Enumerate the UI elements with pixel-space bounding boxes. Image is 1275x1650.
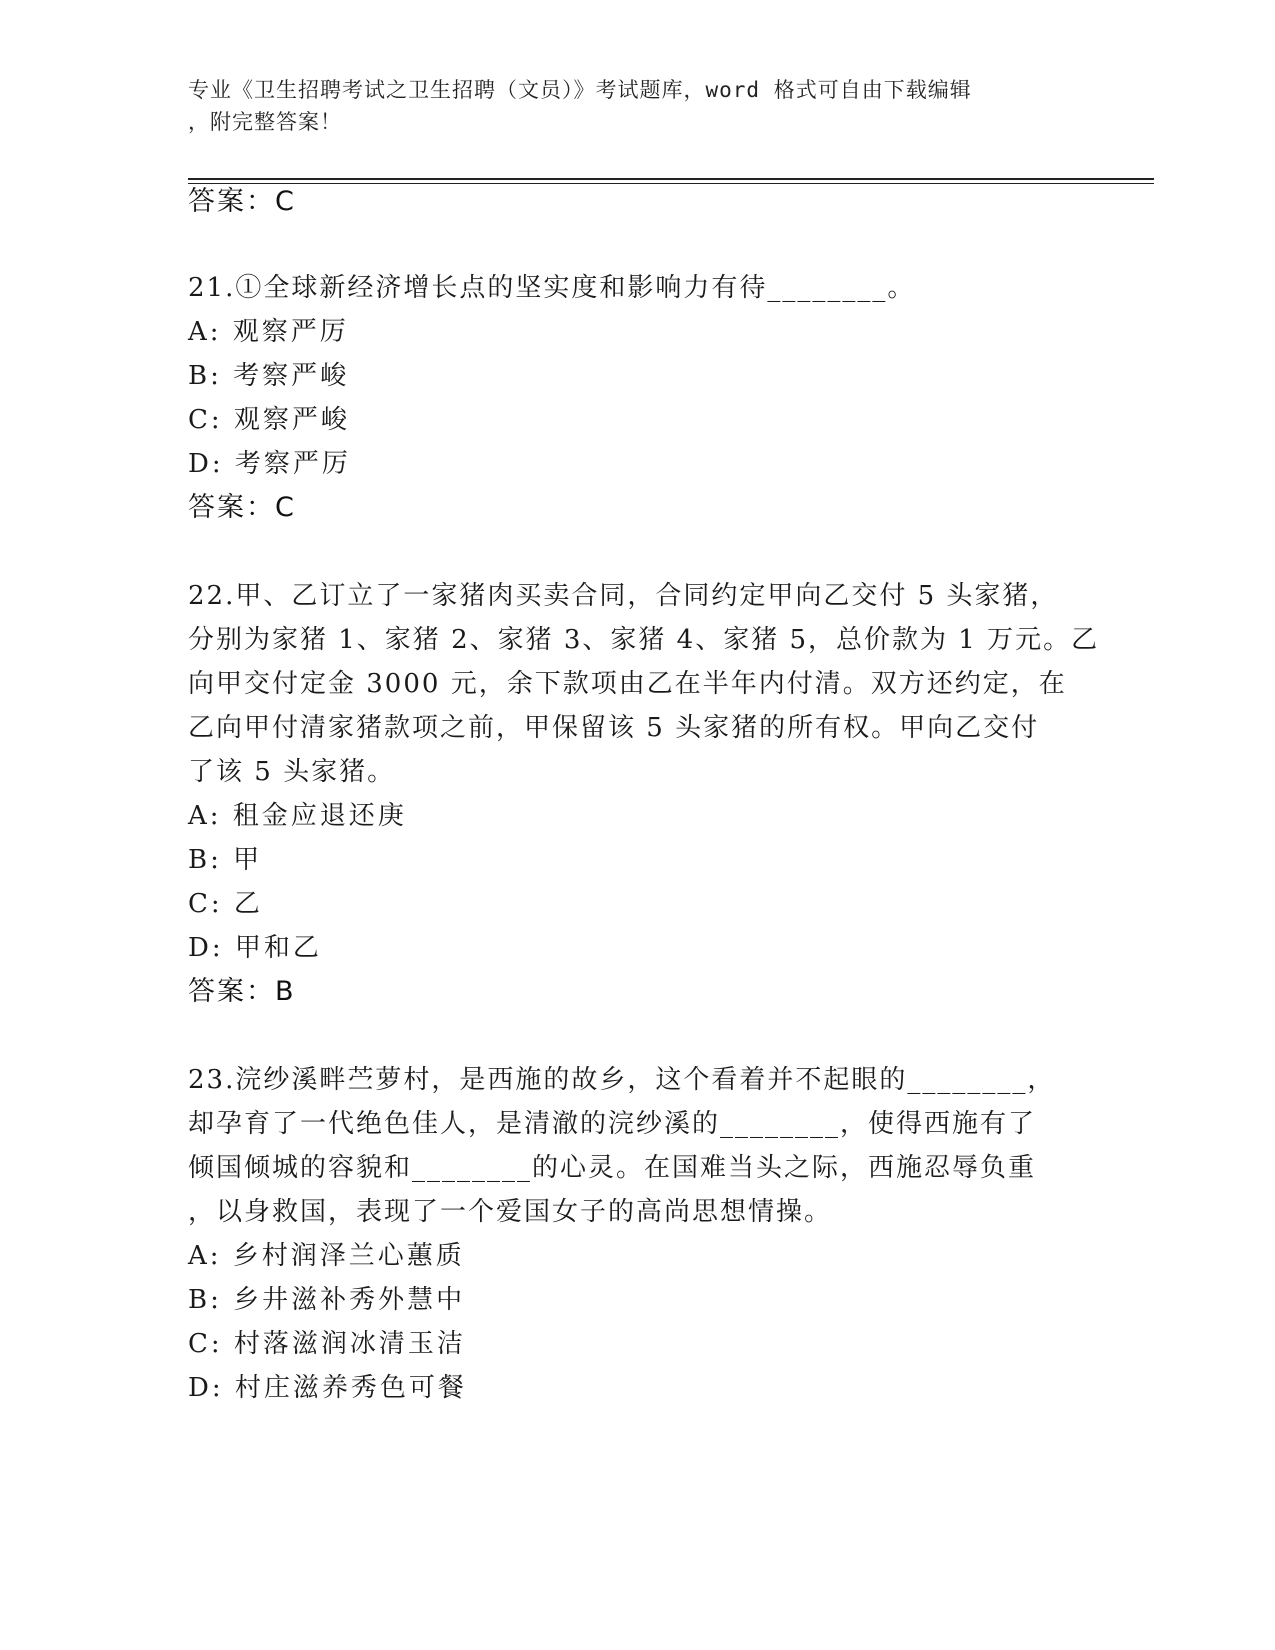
q23-option-c: C: 村落滋润冰清玉洁 (188, 1329, 466, 1359)
q21-stem: 21.①全球新经济增长点的坚实度和影响力有待________。 (188, 273, 916, 303)
q21-option-d: D: 考察严厉 (188, 449, 351, 479)
header-divider-thin (188, 183, 1154, 184)
q22-option-d: D: 甲和乙 (188, 933, 322, 963)
q22-stem-line-3: 向甲交付定金 3000 元，余下款项由乙在半年内付清。双方还约定，在 (188, 669, 1067, 699)
q23-stem-line-1: 23.浣纱溪畔苎萝村，是西施的故乡，这个看着并不起眼的________， (188, 1065, 1056, 1095)
q22-option-a: A: 租金应退还庚 (188, 801, 407, 831)
document-header (188, 74, 1068, 138)
q21-option-c: C: 观察严峻 (188, 405, 350, 435)
q21-answer: 答案：C (188, 492, 296, 523)
header-line-1: 专业《卫生招聘考试之卫生招聘（文员）》考试题库，word 格式可自由下载编辑 (188, 78, 972, 102)
q21-option-a: A: 观察严厉 (188, 317, 349, 347)
q23-option-d: D: 村庄滋养秀色可餐 (188, 1373, 467, 1403)
q22-option-c: C: 乙 (188, 889, 263, 919)
q22-stem-line-2: 分别为家猪 1、家猪 2、家猪 3、家猪 4、家猪 5，总价款为 1 万元。乙 (188, 625, 1100, 655)
q22-option-b: B: 甲 (188, 845, 263, 875)
q22-stem-line-5: 了该 5 头家猪。 (188, 757, 396, 787)
previous-answer: 答案：C (188, 186, 296, 217)
q23-option-a: A: 乡村润泽兰心蕙质 (188, 1241, 465, 1271)
q23-stem-line-3: 倾国倾城的容貌和________的心灵。在国难当头之际，西施忍辱负重 (188, 1153, 1037, 1183)
q23-stem-line-2: 却孕育了一代绝色佳人，是清澈的浣纱溪的________，使得西施有了 (188, 1109, 1037, 1139)
q22-stem-line-4: 乙向甲付清家猪款项之前，甲保留该 5 头家猪的所有权。甲向乙交付 (188, 713, 1040, 743)
q22-stem-line-1: 22.甲、乙订立了一家猪肉买卖合同，合同约定甲向乙交付 5 头家猪， (188, 581, 1059, 611)
q23-option-b: B: 乡井滋补秀外慧中 (188, 1285, 466, 1315)
header-divider (188, 178, 1154, 180)
q22-answer: 答案：B (188, 976, 296, 1007)
q23-stem-line-4: ，以身救国，表现了一个爱国女子的高尚思想情操。 (188, 1197, 833, 1227)
header-line-2: ，附完整答案！ (188, 110, 342, 134)
q21-option-b: B: 考察严峻 (188, 361, 350, 391)
